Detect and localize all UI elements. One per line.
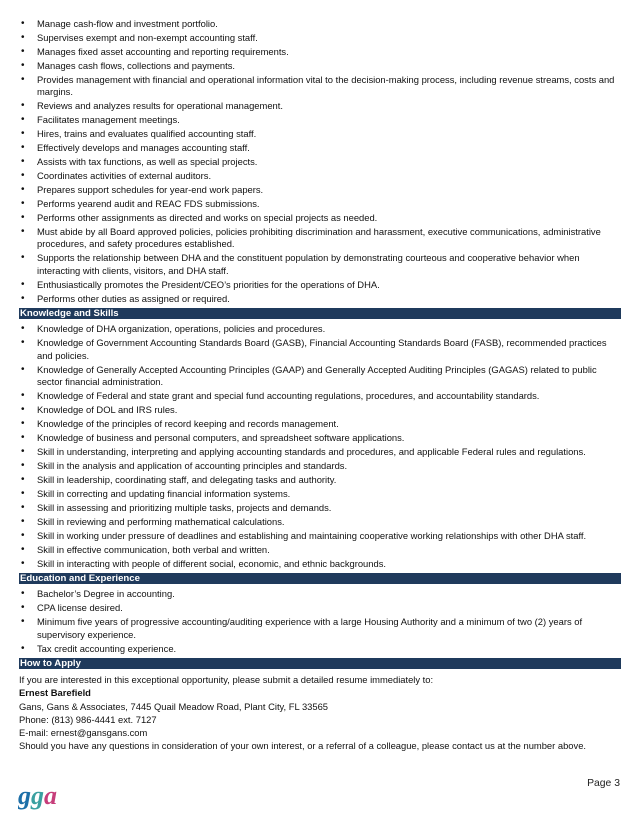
list-item: • Supervises exempt and non-exempt accounting staff. xyxy=(19,32,621,45)
list-item: • Skill in reviewing and performing mathematical calculations. xyxy=(19,516,621,529)
list-item: • Skill in the analysis and application of accounting principles and standards. xyxy=(19,460,621,473)
education-list xyxy=(19,588,621,655)
section-heading-knowledge: Knowledge and Skills xyxy=(19,308,621,319)
list-item: • Bachelor’s Degree in accounting. xyxy=(19,588,621,601)
list-item: • Manages cash flows, collections and payments. xyxy=(19,60,621,73)
list-item: • Hires, trains and evaluates qualified accounting staff. xyxy=(19,128,621,141)
list-item: • Skill in correcting and updating financial information systems. xyxy=(19,488,621,501)
page-number: Page 3 xyxy=(587,778,620,789)
list-item: • Supports the relationship between DHA and the constituent population by demonstrating courteous and cooperative behavior when interacting with clients, visitors, and DHA staff. xyxy=(19,252,621,277)
list-item: • Performs other duties as assigned or required. xyxy=(19,293,621,306)
list-item: • Knowledge of DOL and IRS rules. xyxy=(19,404,621,417)
list-item: • Skill in working under pressure of deadlines and establishing and maintaining cooperative working relationships with other DHA staff. xyxy=(19,530,621,543)
contact-name: Ernest Barefield xyxy=(19,687,91,699)
gga-logo-icon xyxy=(18,782,62,812)
list-item: • Prepares support schedules for year-end work papers. xyxy=(19,184,621,197)
list-item: • Coordinates activities of external auditors. xyxy=(19,170,621,183)
logo-text xyxy=(18,782,57,810)
list-item: • Skill in interacting with people of different social, economic, and ethnic backgrounds. xyxy=(19,558,621,571)
list-item: • Performs yearend audit and REAC FDS submissions. xyxy=(19,198,621,211)
list-item: • Knowledge of DHA organization, operations, policies and procedures. xyxy=(19,323,621,336)
list-item: • Knowledge of the principles of record keeping and records management. xyxy=(19,418,621,431)
apply-intro: If you are interested in this exceptional opportunity, please submit a detailed resume immediately to: xyxy=(19,674,434,686)
how-to-apply xyxy=(19,673,621,752)
list-item: • Knowledge of Generally Accepted Accounting Principles (GAAP) and Generally Accepted Auditing Principles (GAGAS) related to public sector financial administration. xyxy=(19,364,621,389)
list-item: • Knowledge of Federal and state grant and special fund accounting regulations, procedures, and accountability standards. xyxy=(19,390,621,403)
list-item: • Must abide by all Board approved policies, policies prohibiting discrimination and harassment, executive communications, administrative procedures, and safety procedures established. xyxy=(19,226,621,251)
list-item: • Provides management with financial and operational information vital to the decision-making process, including revenue streams, costs and margins. xyxy=(19,74,621,99)
contact-address: Gans, Gans & Associates, 7445 Quail Meadow Road, Plant City, FL 33565 xyxy=(19,700,329,712)
document-body xyxy=(19,18,621,752)
list-item: • Minimum five years of progressive accounting/auditing experience with a large Housing Authority and a minimum of two (2) years of supervisory experience. xyxy=(19,616,621,641)
knowledge-list xyxy=(19,323,621,570)
list-item: • Assists with tax functions, as well as special projects. xyxy=(19,156,621,169)
logo-letter: a xyxy=(44,782,57,810)
logo-letter: g xyxy=(18,782,31,810)
list-item: • Effectively develops and manages accounting staff. xyxy=(19,142,621,155)
section-heading-apply: How to Apply xyxy=(19,658,621,669)
list-item: • Skill in effective communication, both verbal and written. xyxy=(19,544,621,557)
list-item: • CPA license desired. xyxy=(19,602,621,615)
list-item: • Skill in leadership, coordinating staff, and delegating tasks and authority. xyxy=(19,474,621,487)
logo-letter: g xyxy=(31,782,44,810)
list-item: • Skill in understanding, interpreting and applying accounting standards and procedures, and applicable Federal rules and regulations. xyxy=(19,446,621,459)
contact-email: E-mail: ernest@gansgans.com xyxy=(19,726,148,738)
list-item: • Tax credit accounting experience. xyxy=(19,643,621,656)
section-heading-education: Education and Experience xyxy=(19,573,621,584)
list-item: • Facilitates management meetings. xyxy=(19,114,621,127)
list-item: • Manages fixed asset accounting and reporting requirements. xyxy=(19,46,621,59)
list-item: • Enthusiastically promotes the President/CEO’s priorities for the operations of DHA. xyxy=(19,279,621,292)
list-item: • Reviews and analyzes results for operational management. xyxy=(19,100,621,113)
list-item: • Skill in assessing and prioritizing multiple tasks, projects and demands. xyxy=(19,502,621,515)
list-item: • Knowledge of business and personal computers, and spreadsheet software applications. xyxy=(19,432,621,445)
list-item: • Manage cash-flow and investment portfolio. xyxy=(19,18,621,31)
list-item: • Performs other assignments as directed and works on special projects as needed. xyxy=(19,212,621,225)
contact-phone: Phone: (813) 986-4441 ext. 7127 xyxy=(19,713,157,725)
apply-closing: Should you have any questions in consideration of your own interest, or a referral of a colleague, please contact us at the number above. xyxy=(19,740,587,752)
list-item: • Knowledge of Government Accounting Standards Board (GASB), Financial Accounting Standards Board (FASB), recommended practices and policies. xyxy=(19,337,621,362)
duties-list xyxy=(19,18,621,305)
